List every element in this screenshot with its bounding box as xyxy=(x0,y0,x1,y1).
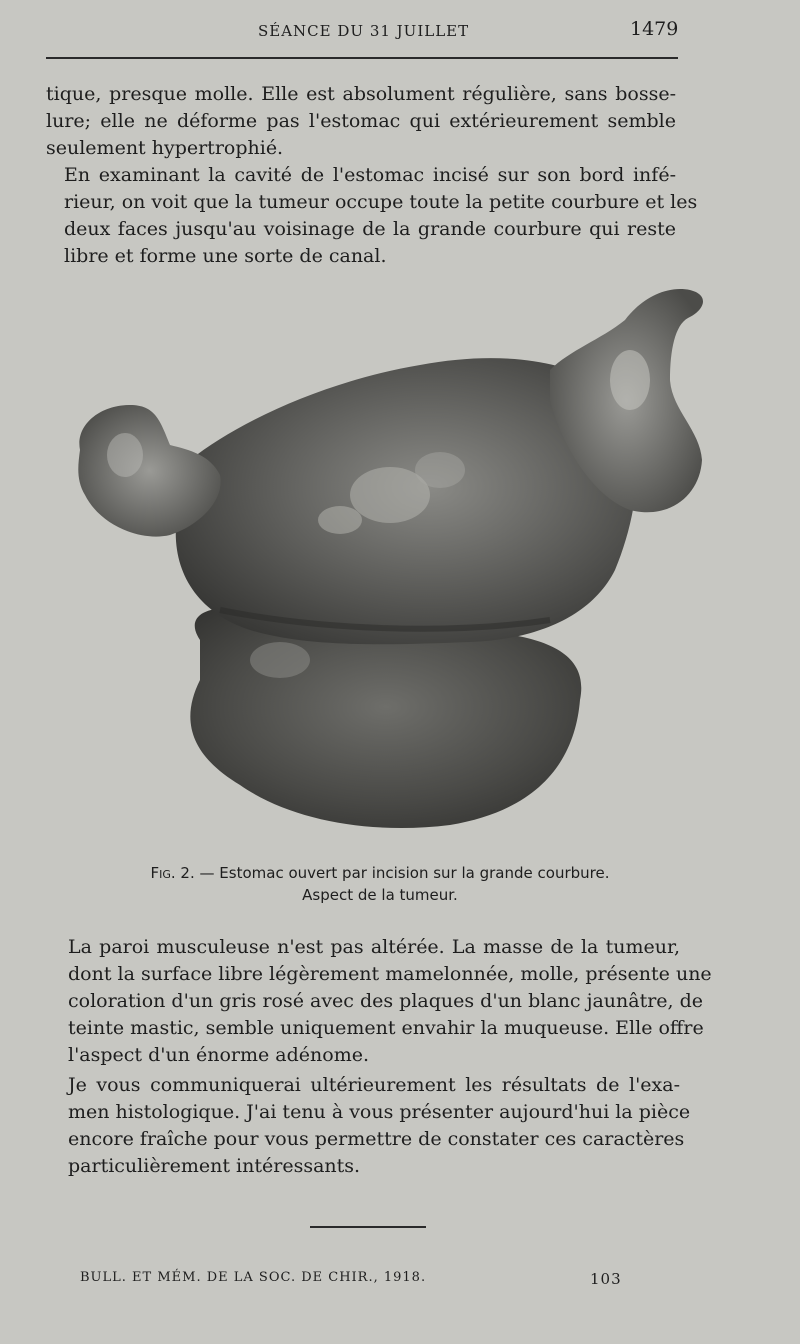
running-head: SÉANCE DU 31 JUILLET xyxy=(258,22,470,40)
text-line: men histologique. J'ai tenu à vous présenter aujourd'hui la pièce xyxy=(68,1101,691,1123)
paragraph-4 xyxy=(50,1072,691,1180)
paragraph-2 xyxy=(46,162,698,270)
specimen-photograph xyxy=(70,280,710,835)
caption-text-2: Aspect de la tumeur. xyxy=(302,886,458,904)
page-header xyxy=(0,18,800,48)
plaque xyxy=(318,506,362,534)
text-line: rieur, on voit que la tumeur occupe toute la petite courbure et les xyxy=(64,191,698,213)
text-line: libre et forme une sorte de canal. xyxy=(64,245,387,267)
text-line: particulièrement intéressants. xyxy=(68,1155,361,1177)
text-line: En examinant la cavité de l'estomac incisé sur son bord infé- xyxy=(64,164,676,186)
left-lobe xyxy=(78,405,220,537)
caption-line-1 xyxy=(100,862,660,884)
text-line: seulement hypertrophié. xyxy=(46,137,284,159)
page-number-bottom: 103 xyxy=(590,1270,622,1288)
text-line: La paroi musculeuse n'est pas altérée. La masse de la tumeur, xyxy=(68,936,680,958)
figure-label: Fig. 2. xyxy=(150,864,195,882)
plaque xyxy=(415,452,465,488)
plaque xyxy=(610,350,650,410)
caption-text-1: — Estomac ouvert par incision sur la grande courbure. xyxy=(194,864,610,882)
text-line: tique, presque molle. Elle est absolument régulière, sans bosse- xyxy=(46,83,676,105)
text-line: encore fraîche pour vous permettre de constater ces caractères xyxy=(68,1128,685,1150)
figure-caption xyxy=(100,862,660,906)
paragraph-1 xyxy=(46,81,676,162)
footer-journal: BULL. ET MÉM. DE LA SOC. DE CHIR., 1918. xyxy=(80,1270,427,1285)
closing-rule xyxy=(310,1226,426,1228)
text-line: dont la surface libre légèrement mamelonnée, molle, présente une xyxy=(68,963,712,985)
text-line: teinte mastic, semble uniquement envahir la muqueuse. Elle offre xyxy=(68,1017,704,1039)
page-number-top: 1479 xyxy=(630,18,679,40)
text-line: Je vous communiquerai ultérieurement les résultats de l'exa- xyxy=(68,1074,680,1096)
header-rule xyxy=(46,57,678,59)
text-line: l'aspect d'un énorme adénome. xyxy=(68,1044,370,1066)
plaque xyxy=(250,642,310,678)
text-line: lure; elle ne déforme pas l'estomac qui extérieurement semble xyxy=(46,110,676,132)
plaque xyxy=(107,433,143,477)
text-line: coloration d'un gris rosé avec des plaques d'un blanc jaunâtre, de xyxy=(68,990,704,1012)
page-footer xyxy=(0,1270,800,1292)
stomach-tumor-image xyxy=(70,280,710,835)
text-line: deux faces jusqu'au voisinage de la grande courbure qui reste xyxy=(64,218,676,240)
paragraph-3 xyxy=(50,934,712,1069)
